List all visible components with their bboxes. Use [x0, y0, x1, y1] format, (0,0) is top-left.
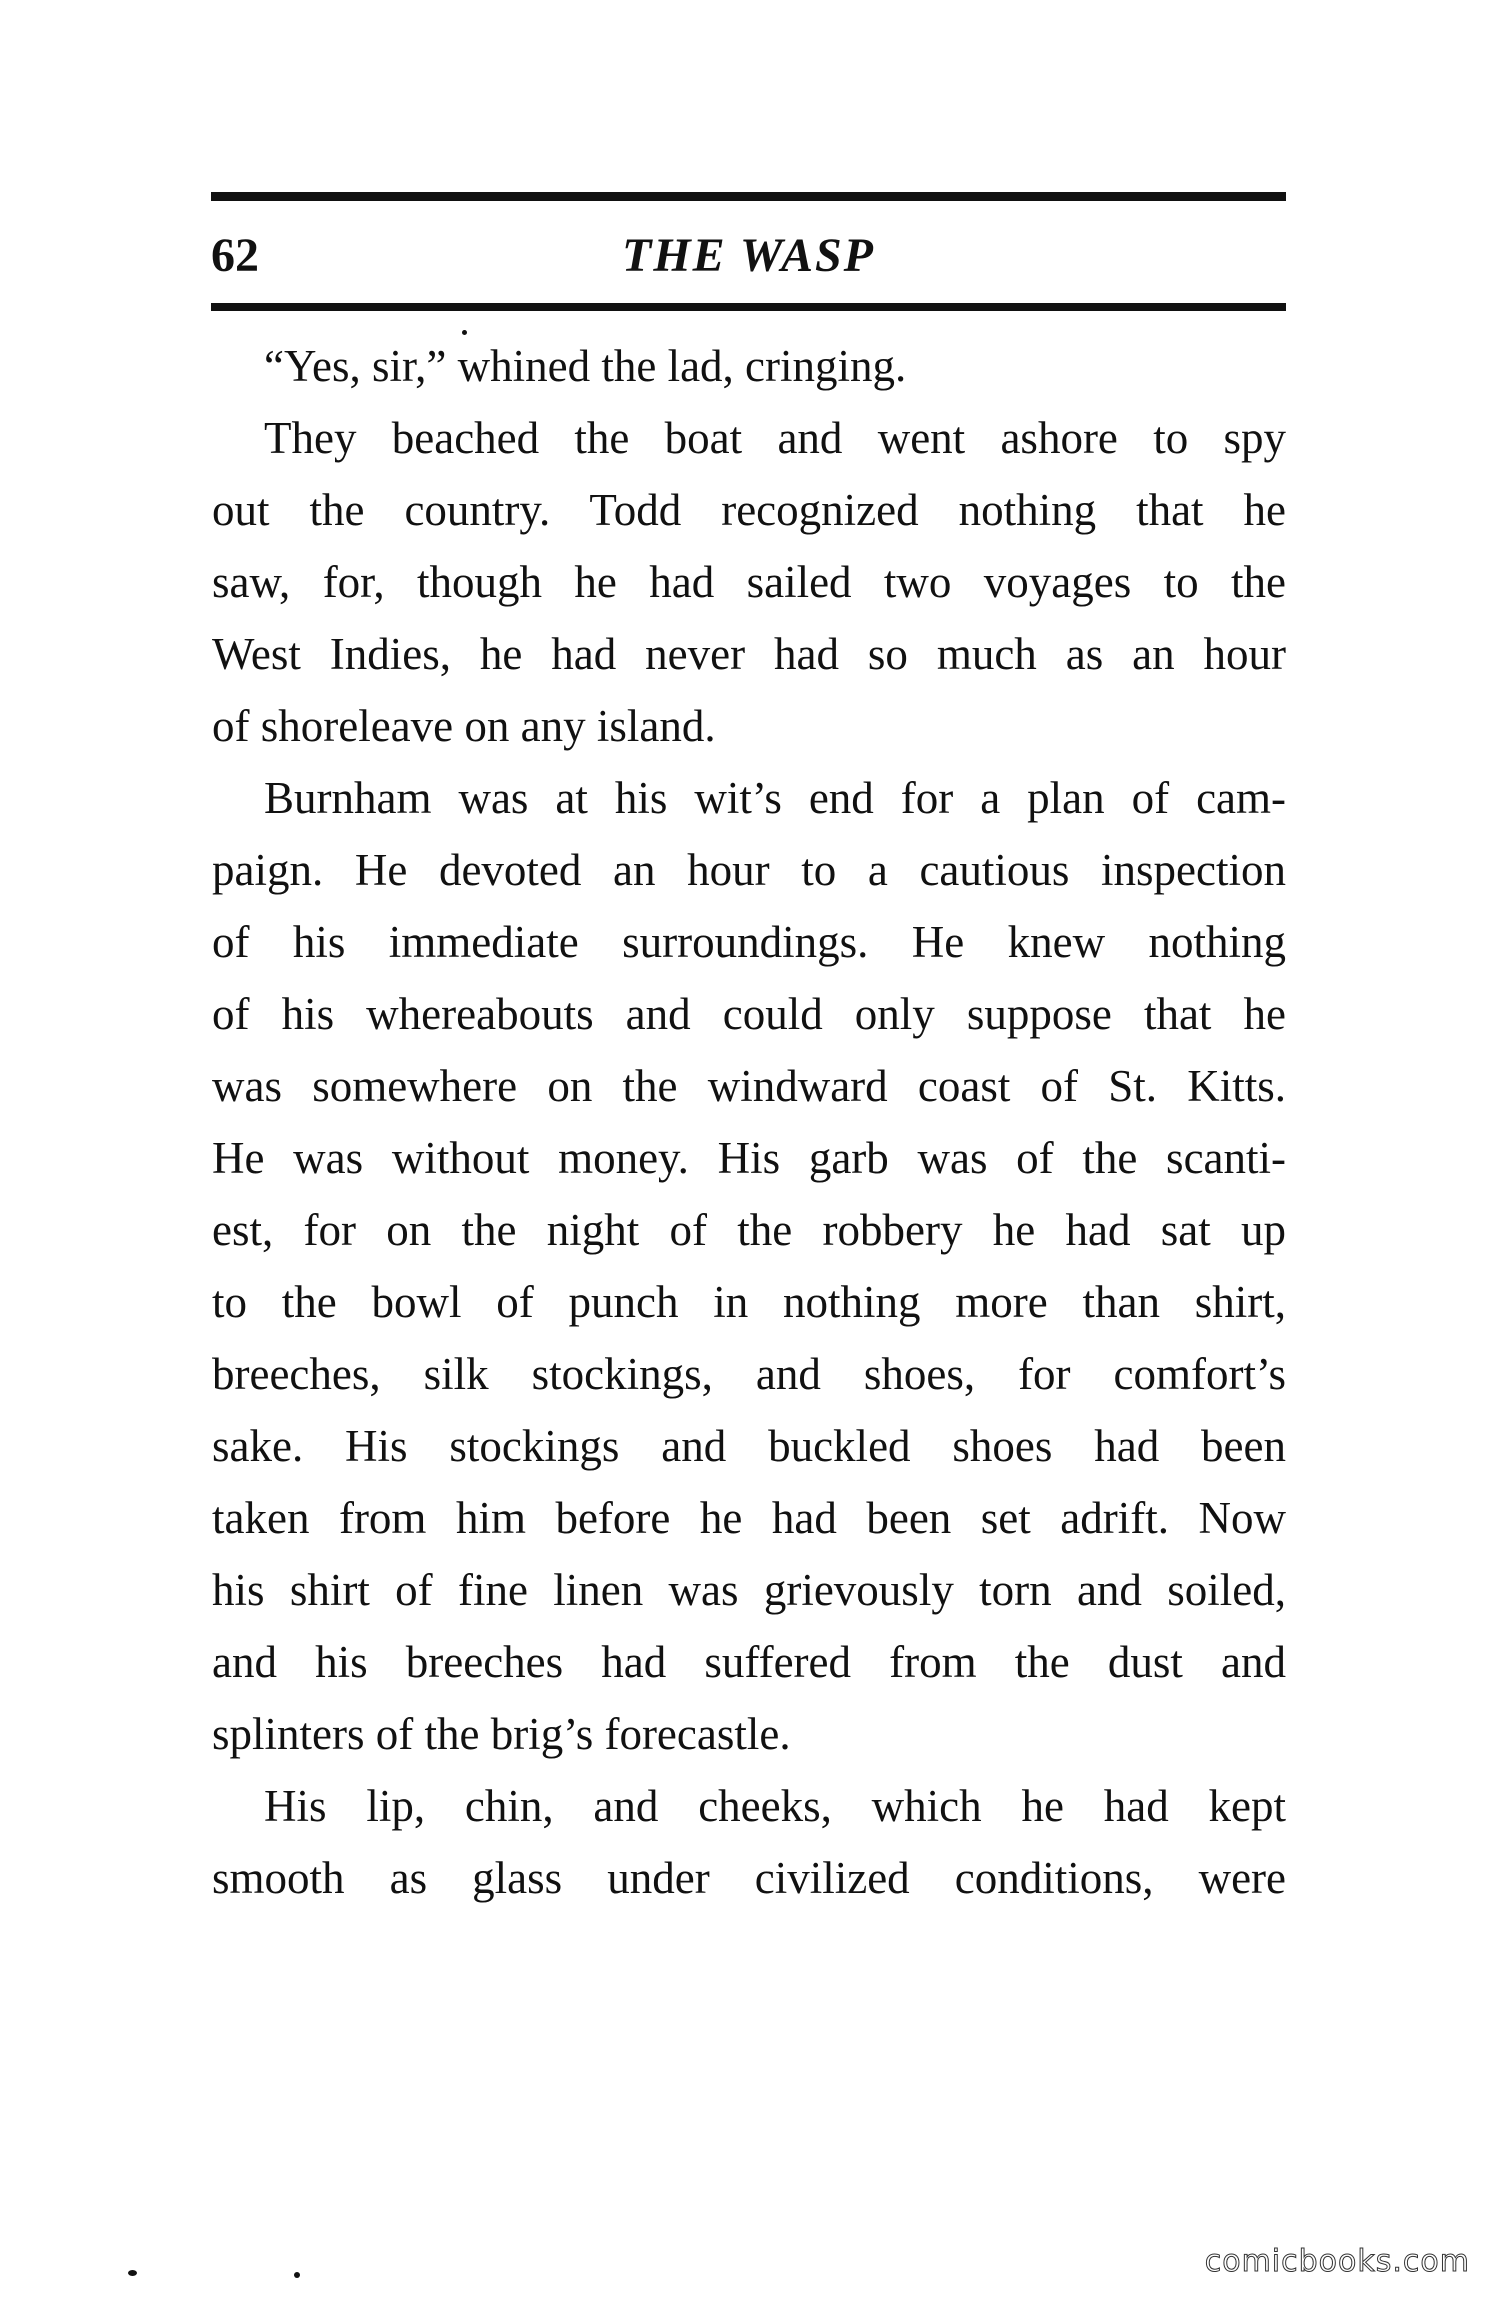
text-line: of his immediate surroundings. He knew nothing	[212, 917, 1286, 967]
text-line: West Indies, he had never had so much as an hour	[212, 629, 1286, 679]
text-line: est, for on the night of the robbery he had sat up	[212, 1205, 1286, 1255]
header-rule-top	[211, 192, 1286, 201]
print-speck	[462, 330, 467, 335]
text-line: splinters of the brig’s forecastle.	[212, 1709, 791, 1759]
text-line: saw, for, though he had sailed two voyages to the	[212, 557, 1286, 607]
text-line: sake. His stockings and buckled shoes had been	[212, 1421, 1286, 1471]
paragraph	[212, 330, 1286, 402]
text-line: out the country. Todd recognized nothing that he	[212, 485, 1286, 535]
body-text	[212, 330, 1286, 1914]
paragraph	[212, 1770, 1286, 1914]
text-line: taken from him before he had been set adrift. Now	[212, 1493, 1286, 1543]
text-line: smooth as glass under civilized conditions, were	[212, 1853, 1286, 1903]
watermark: comicbooks.com	[1204, 2244, 1470, 2279]
print-speck	[128, 2270, 137, 2276]
paragraph	[212, 762, 1286, 1770]
print-speck	[294, 2272, 300, 2278]
text-line: of shoreleave on any island.	[212, 701, 716, 751]
text-line: He was without money. His garb was of the scanti-	[212, 1133, 1286, 1183]
page-number: 62	[211, 229, 259, 282]
paragraph	[212, 402, 1286, 762]
text-line: was somewhere on the windward coast of St. Kitts.	[212, 1061, 1286, 1111]
text-line: paign. He devoted an hour to a cautious inspection	[212, 845, 1286, 895]
running-title: THE WASP	[622, 229, 875, 282]
text-line: of his whereabouts and could only suppose that he	[212, 989, 1286, 1039]
text-line: his shirt of fine linen was grievously torn and soiled,	[212, 1565, 1286, 1615]
text-line: They beached the boat and went ashore to spy	[264, 413, 1286, 463]
text-line: Burnham was at his wit’s end for a plan of cam-	[264, 773, 1286, 823]
text-line: “Yes, sir,” whined the lad, cringing.	[264, 341, 907, 391]
text-line: to the bowl of punch in nothing more than shirt,	[212, 1277, 1286, 1327]
text-line: and his breeches had suffered from the dust and	[212, 1637, 1286, 1687]
text-line: breeches, silk stockings, and shoes, for comfort’s	[212, 1349, 1286, 1399]
text-line: His lip, chin, and cheeks, which he had kept	[264, 1781, 1286, 1831]
header-rule-bottom	[211, 303, 1286, 311]
